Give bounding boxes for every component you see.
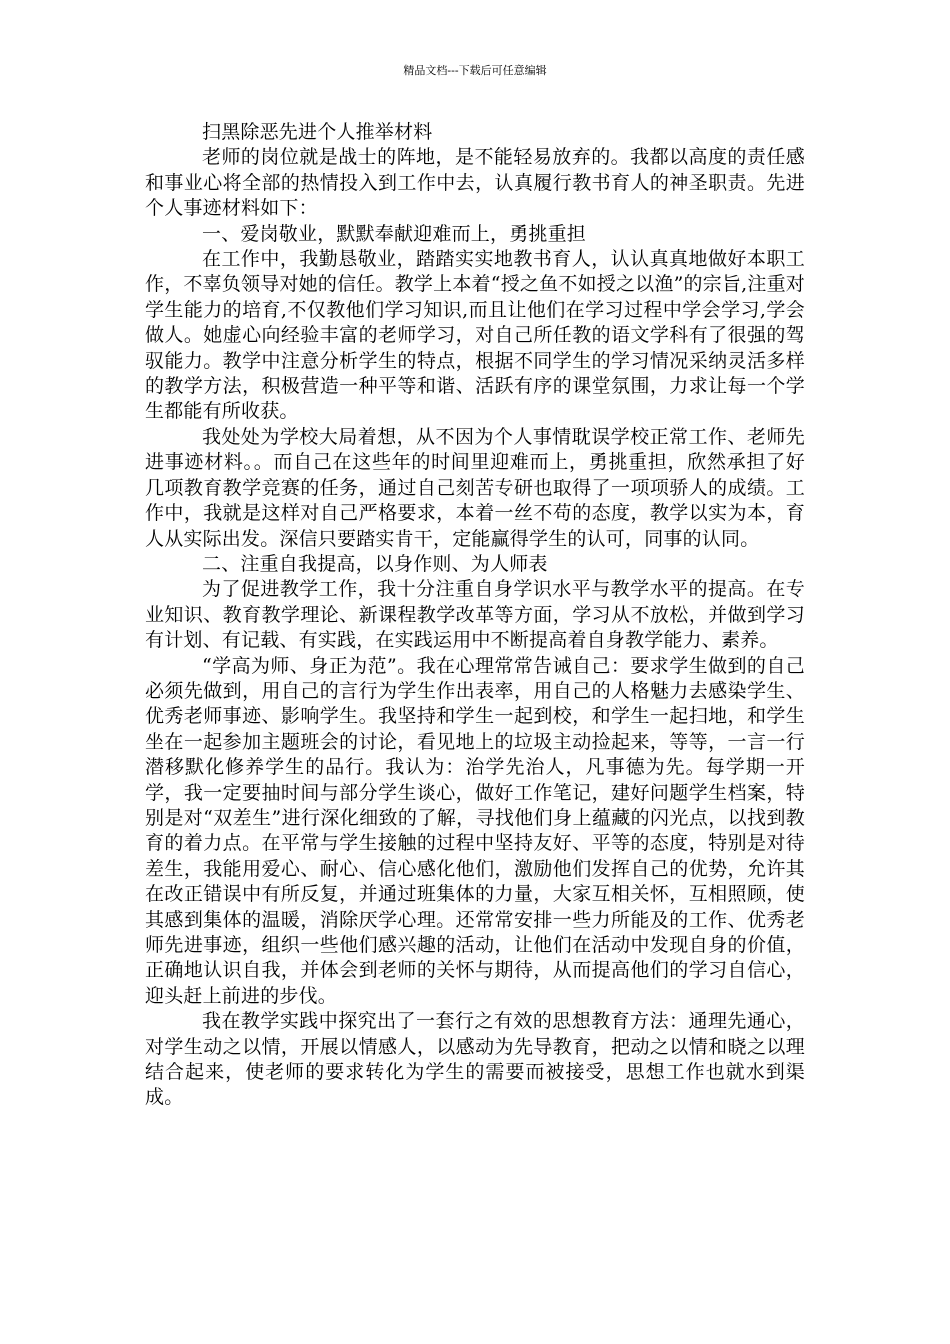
paragraph-2: 我处处为学校大局着想，从不因为个人事情耽误学校正常工作、老师先进事迹材料。。而自己在这些年的时间里迎难而上，勇挑重担，欣然承担了好几项教育教学竞赛的任务，通过自己刻苦专研也取得了一项项骄人的成绩。工作中，我就是这样对自己严格要求，本着一丝不苟的态度，教学以实为本，育人从实际出发。深信只要踏实肯干，定能赢得学生的认可，同事的认同。 (145, 425, 805, 550)
section-heading-1: 一、爱岗敬业，默默奉献迎难而上，勇挑重担 (202, 222, 587, 245)
page-header: 精品文档---下载后可任意编辑 (403, 64, 547, 77)
document-body (145, 120, 805, 1111)
paragraph-1: 在工作中，我勤恳敬业，踏踏实实地教书育人，认认真真地做好本职工作，不辜负领导对她的信任。教学上本着“授之鱼不如授之以渔”的宗旨,注重对学生能力的培育,不仅教他们学习知识,而且让他们在学习过程中学会学习,学会做人。她虚心向经验丰富的老师学习，对自己所任教的语文学科有了很强的驾驭能力。教学中注意分析学生的特点，根据不同学生的学习情况采纳灵活多样的教学方法，积极营造一种平等和谐、活跃有序的课堂氛围，力求让每一个学生都能有所收获。 (145, 248, 805, 423)
paragraph-4: “学高为师、身正为范”。我在心理常常告诫自己：要求学生做到的自己必须先做到，用自己的言行为学生作出表率，用自己的人格魅力去感染学生、优秀老师事迹、影响学生。我坚持和学生一起到校，和学生一起扫地，和学生坐在一起参加主题班会的讨论，看见地上的垃圾主动捡起来，等等，一言一行潜移默化修养学生的品行。我认为：治学先治人，凡事德为先。每学期一开学，我一定要抽时间与部分学生谈心，做好工作笔记，建好问题学生档案，特别是对“双差生”进行深化细致的了解，寻找他们身上蕴藏的闪光点，以找到教育的着力点。在平常与学生接触的过程中坚持友好、平等的态度，特别是对待差生，我能用爱心、耐心、信心感化他们，激励他们发挥自己的优势，允许其在改正错误中有所反复，并通过班集体的力量，大家互相关怀，互相照顾，使其感到集体的温暖，消除厌学心理。还常常安排一些力所能及的工作、优秀老师先进事迹，组织一些他们感兴趣的活动，让他们在活动中发现自身的价值，正确地认识自我，并体会到老师的关怀与期待，从而提高他们的学习自信心，迎头赶上前进的步伐。 (145, 654, 805, 1007)
document-title: 扫黑除恶先进个人推举材料 (202, 121, 433, 143)
paragraph-5: 我在教学实践中探究出了一套行之有效的思想教育方法：通理先通心，对学生动之以情，开展以情感人，以感动为先导教育，把动之以情和晓之以理结合起来，使老师的要求转化为学生的需要而被接受，思想工作也就水到渠成。 (145, 1010, 805, 1109)
paragraph-intro: 老师的岗位就是战士的阵地，是不能轻易放弃的。我都以高度的责任感和事业心将全部的热情投入到工作中去，认真履行教书育人的神圣职责。先进个人事迹材料如下： (145, 146, 805, 220)
section-heading-2: 二、注重自我提高，以身作则、为人师表 (202, 552, 548, 575)
paragraph-3: 为了促进教学工作，我十分注重自身学识水平与教学水平的提高。在专业知识、教育教学理论、新课程教学改革等方面，学习从不放松，并做到学习有计划、有记载、有实践，在实践运用中不断提高着自身教学能力、素养。 (145, 578, 805, 652)
